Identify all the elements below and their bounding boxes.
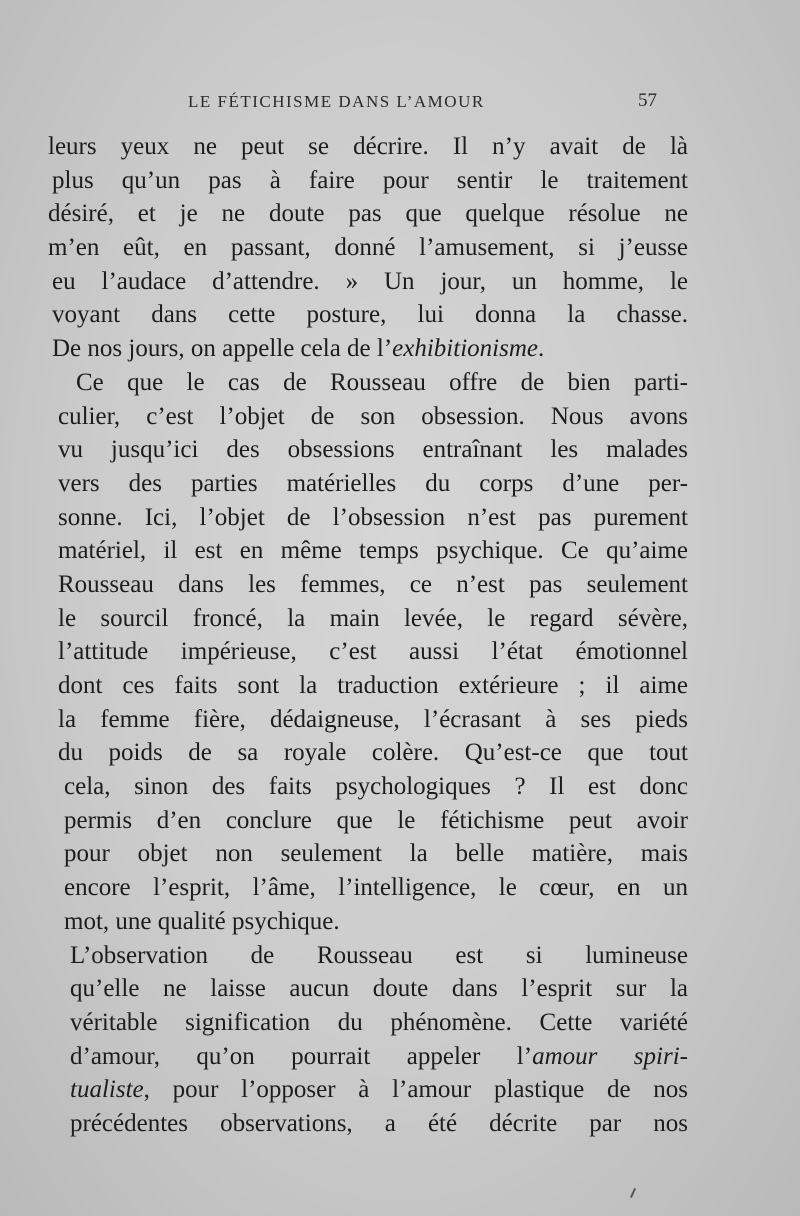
text-line: permis d’en conclure que le fétichisme peut avoir: [64, 806, 688, 834]
text-line: l’attitude impérieuse, c’est aussi l’état émotionnel: [58, 638, 688, 666]
paragraph-first-line: Ce que le cas de Rousseau offre de bien parti-: [76, 368, 688, 396]
text-line: le sourcil froncé, la main levée, le regard sévère,: [58, 604, 688, 632]
paragraph-first-line: L’observation de Rousseau est si lumineuse: [70, 941, 688, 969]
text-line: leurs yeux ne peut se décrire. Il n’y avait de là: [48, 133, 688, 160]
text-line: Rousseau dans les femmes, ce n’est pas seulement: [58, 570, 688, 598]
stray-mark: [630, 1188, 636, 1198]
text-line: encore l’esprit, l’âme, l’intelligence, le cœur, en un: [64, 874, 688, 902]
text-line: vu jusqu’ici des obsessions entraînant les malades: [58, 436, 688, 464]
italic-term: exhibitionisme: [392, 335, 538, 363]
text-line: désiré, et je ne doute pas que quelque résolue ne: [48, 200, 688, 228]
text-line: pour objet non seulement la belle matière, mais: [64, 840, 688, 868]
text-line: dont ces faits sont la traduction extérieure ; il aime: [58, 672, 688, 699]
text-line: [48, 1040, 688, 1074]
text-line: [48, 1073, 688, 1107]
text-run: , pour l’opposer à l’amour plastique de nos: [143, 1076, 688, 1104]
text-line: sonne. Ici, l’objet de l’obsession n’est pas purement: [58, 503, 688, 531]
running-title: LE FÉTICHISME DANS L’AMOUR: [188, 92, 485, 111]
text-line: [48, 332, 688, 366]
text-line: plus qu’un pas à faire pour sentir le traitement: [52, 166, 688, 194]
text-line: mot, une qualité psychique.: [64, 907, 340, 935]
text-run: De nos jours, on appelle cela de l’: [52, 335, 393, 363]
text-run: .: [537, 335, 545, 363]
text-line: matériel, il est en même temps psychique. Ce qu’aime: [58, 537, 688, 565]
text-line: qu’elle ne laisse aucun doute dans l’esprit sur la: [70, 975, 688, 1003]
body-text: [48, 130, 688, 1141]
text-line: eu l’audace d’attendre. » Un jour, un homme, le: [52, 267, 688, 295]
text-line: vers des parties matérielles du corps d’une per-: [58, 469, 688, 497]
text-line: voyant dans cette posture, lui donna la chasse.: [52, 301, 688, 329]
text-line: précédentes observations, a été décrite par nos: [70, 1109, 688, 1137]
text-line: du poids de sa royale colère. Qu’est-ce que tout: [58, 739, 688, 767]
text-line: culier, c’est l’objet de son obsession. Nous avons: [58, 402, 688, 430]
text-line: véritable signification du phénomène. Cette variété: [70, 1008, 688, 1036]
text-line: m’en eût, en passant, donné l’amusement, si j’eusse: [48, 234, 688, 262]
text-line: la femme fière, dédaigneuse, l’écrasant à ses pieds: [58, 705, 688, 733]
page-number: 57: [638, 90, 657, 111]
text-line: cela, sinon des faits psychologiques ? Il est donc: [64, 773, 688, 801]
italic-term: amour spiri-: [532, 1042, 688, 1070]
italic-term: tualiste: [70, 1076, 144, 1104]
text-run: d’amour, qu’on pourrait appeler l’: [70, 1042, 533, 1070]
